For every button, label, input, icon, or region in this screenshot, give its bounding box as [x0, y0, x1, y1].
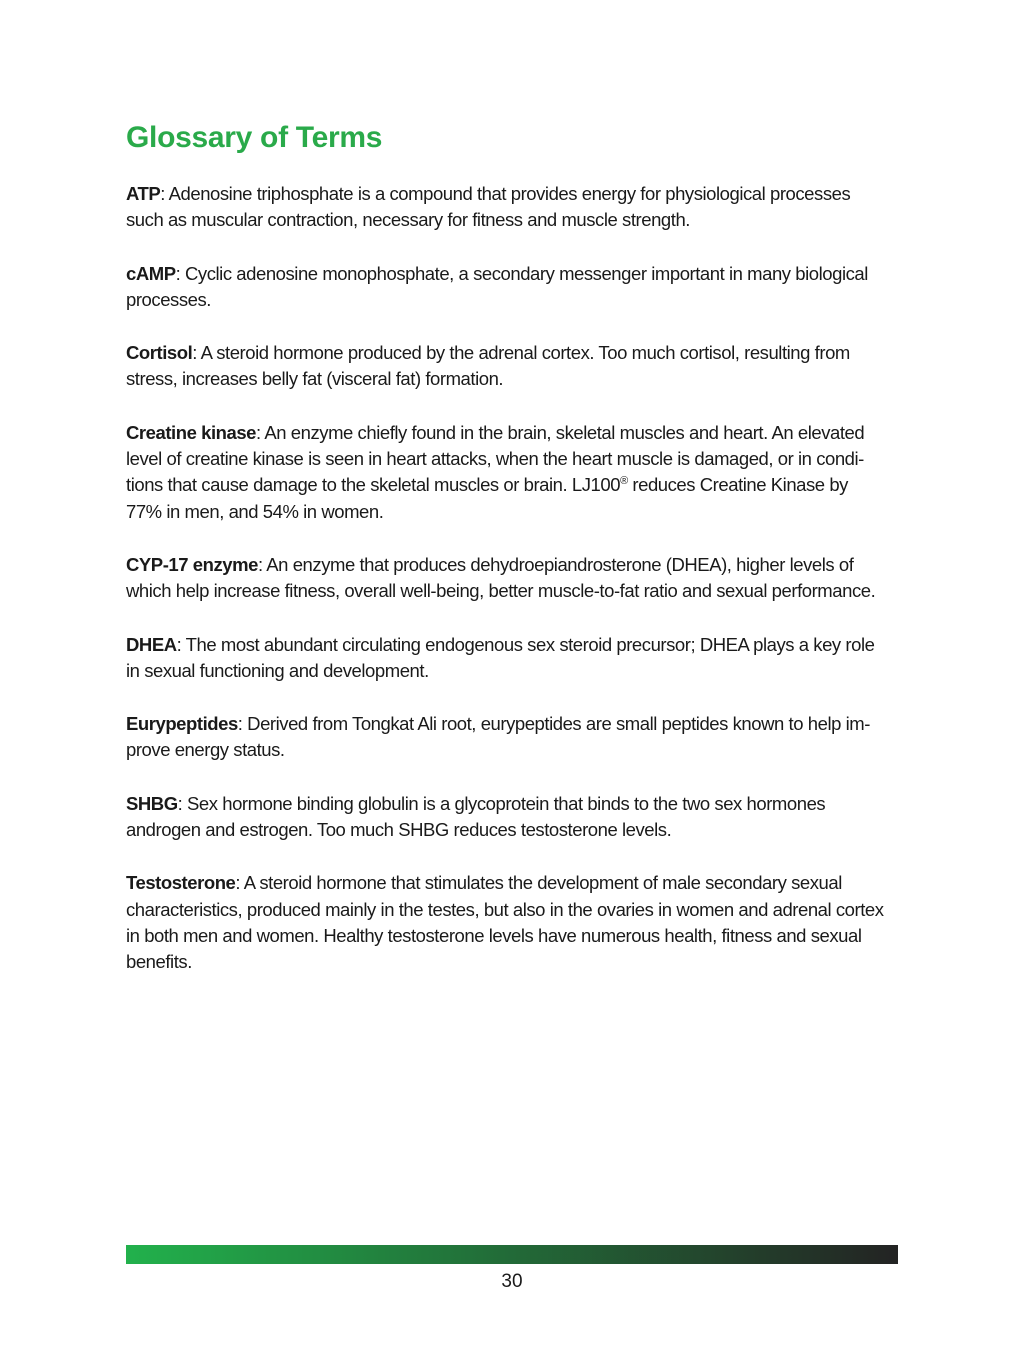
glossary-entry-atp [126, 181, 886, 234]
glossary-list [126, 181, 886, 1003]
footer-gradient-bar [126, 1245, 898, 1264]
glossary-definition: : An enzyme that produces dehydroepiandrosterone (DHEA), higher levels of which help increase fitness, overall well-being, better muscle-to-fat ratio and sexual performance. [126, 553, 876, 602]
glossary-entry-eurypeptides [126, 711, 886, 764]
glossary-entry-testosterone [126, 870, 886, 975]
glossary-definition: : An enzyme chiefly found in the brain, skeletal muscles and heart. An elevated level of creatine kinase is seen in heart attacks, when the heart muscle is damaged, or in condi-tions that cause damage to the skeletal muscles or brain. LJ100 [126, 421, 865, 496]
glossary-definition: : A steroid hormone that stimulates the development of male secondary sexual characteristics, produced mainly in the testes, but also in the ovaries in women and adrenal cortex in both men and women. Healthy testosterone levels have numerous health, fitness and sexual benefits. [126, 872, 884, 973]
glossary-entry-shbg [126, 791, 886, 844]
glossary-definition-continued: reduces Creatine Kinase by 77% in men, and 54% in women. [126, 474, 848, 522]
glossary-term: Eurypeptides [126, 713, 238, 735]
glossary-term: Testosterone [126, 872, 236, 894]
glossary-term: DHEA [126, 633, 177, 655]
glossary-term: Creatine kinase [126, 421, 257, 443]
glossary-entry-creatine-kinase [126, 420, 886, 525]
glossary-definition: : Sex hormone binding globulin is a glycoprotein that binds to the two sex hormones androgen and estrogen. Too much SHBG reduces testosterone levels. [126, 792, 826, 841]
registered-mark: ® [620, 475, 628, 488]
glossary-term: SHBG [126, 792, 178, 814]
glossary-entry-dhea [126, 632, 886, 685]
glossary-definition: : A steroid hormone produced by the adrenal cortex. Too much cortisol, resulting from stress, increases belly fat (visceral fat) formation. [126, 342, 850, 390]
glossary-term: ATP [126, 183, 161, 204]
page-number: 30 [501, 1271, 523, 1292]
glossary-term: Cortisol [126, 342, 193, 364]
glossary-entry-cyp17-enzyme [126, 552, 886, 605]
glossary-definition: : Adenosine triphosphate is a compound that provides energy for physiological processes such as muscular contraction, necessary for fitness and muscle strength. [126, 183, 851, 231]
glossary-term: cAMP [126, 262, 176, 284]
glossary-definition: : The most abundant circulating endogenous sex steroid precursor; DHEA plays a key role in sexual functioning and development. [126, 633, 875, 681]
glossary-entry-cortisol [126, 340, 886, 393]
glossary-entry-camp [126, 261, 886, 314]
glossary-term: CYP-17 enzyme [126, 553, 258, 575]
page-title: Glossary of Terms [126, 121, 383, 154]
glossary-definition: : Cyclic adenosine monophosphate, a secondary messenger important in many biological processes. [126, 262, 868, 310]
glossary-definition: : Derived from Tongkat Ali root, eurypeptides are small peptides known to help im-prove energy status. [126, 713, 870, 761]
